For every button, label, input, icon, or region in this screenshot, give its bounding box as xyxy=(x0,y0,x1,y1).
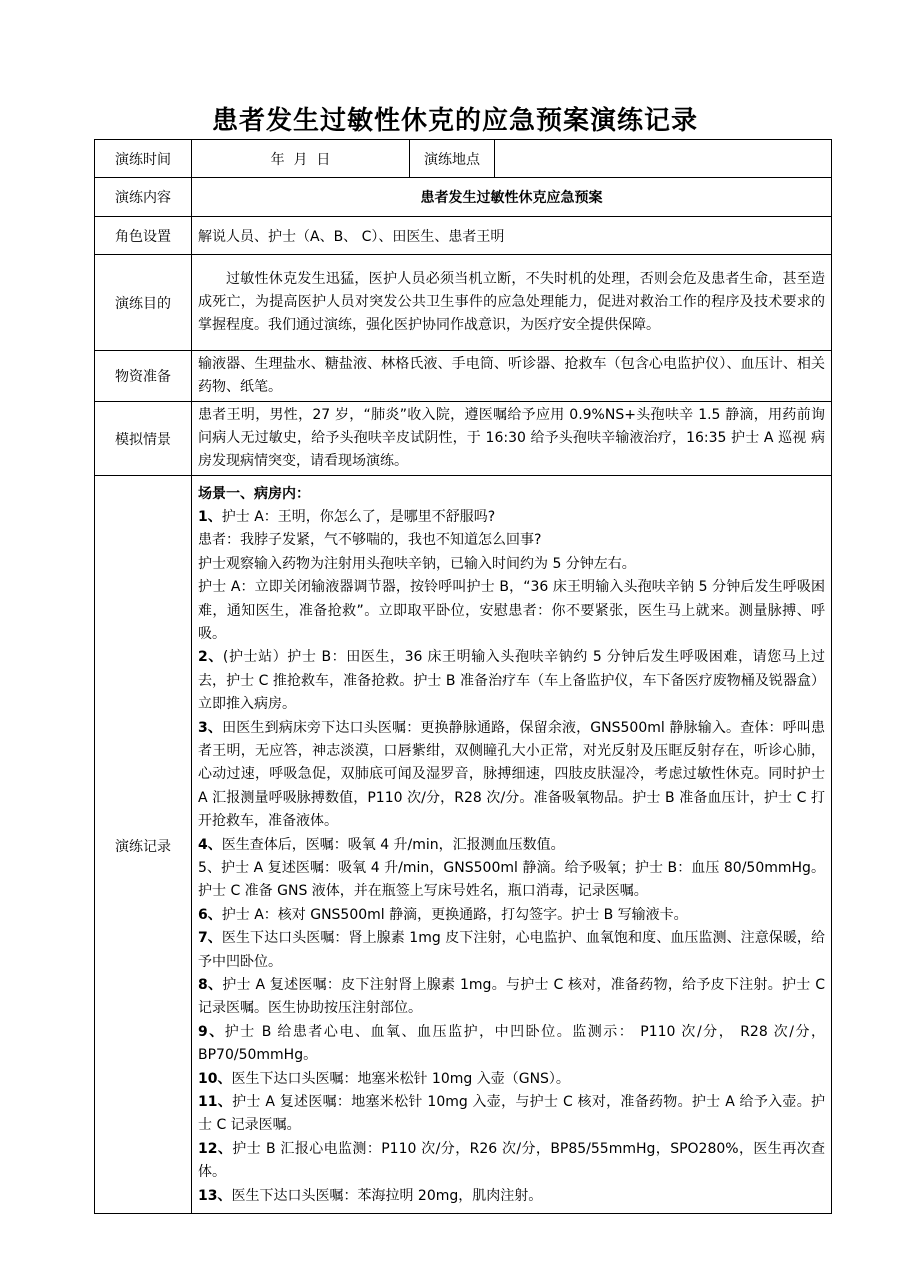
record-item xyxy=(198,553,825,576)
record-item-number: 8、 xyxy=(198,977,223,994)
roles-label: 角色设置 xyxy=(95,217,192,255)
record-item-number: 10、 xyxy=(198,1070,232,1087)
record-item xyxy=(198,904,825,927)
row-roles xyxy=(95,217,832,255)
row-drill-time xyxy=(95,140,832,178)
purpose-label: 演练目的 xyxy=(95,255,192,351)
record-item-text: 患者：我脖子发紧，气不够喘的，我也不知道怎么回事? xyxy=(198,532,542,549)
record-item-number: 4、 xyxy=(198,836,222,853)
record-label: 演练记录 xyxy=(95,476,192,1214)
materials-text: 输液器、生理盐水、糖盐液、林格氏液、手电筒、听诊器、抢救车（包含心电监护仪）、血压计、相关药物、纸笔。 xyxy=(198,356,825,395)
record-item-text: 田医生到病床旁下达口头医嘱：更换静脉通路，保留余液，GNS500ml 静脉输入。查体：呼叫患者王明，无应答，神志淡漠，口唇紫绀，双侧瞳孔大小正常，对光反射及压眶反射存在，听诊心肺，心动过速，呼吸急促，双肺底可闻及湿罗音，脉搏细速，四肢皮肤湿冷，考虑过敏性休克。同时护士 A 汇报测量呼吸脉搏数值，P110 次/分，R28 次/分。准备吸氧物品。护士 B 准备血压计，护士 C 打开抢救车，准备液体。 xyxy=(198,719,826,830)
drill-time-value: 年 月 日 xyxy=(192,140,410,178)
record-item xyxy=(198,529,825,552)
record-item xyxy=(198,1138,825,1185)
record-item xyxy=(198,974,825,1021)
row-materials xyxy=(95,351,832,402)
drill-place-value xyxy=(495,140,832,178)
row-drill-content xyxy=(95,178,832,217)
scene-heading: 场景一、病房内： xyxy=(198,485,310,502)
record-item-number: 6、 xyxy=(198,906,222,923)
scenario-label: 模拟情景 xyxy=(95,402,192,476)
purpose-text: 过敏性休克发生迅猛，医护人员必须当机立断，不失时机的处理，否则会危及患者生命，甚至造成死亡，为提高医护人员对突发公共卫生事件的应急处理能力，促进对救治工作的程序及技术要求的掌握程度。我们通过演练，强化医护协同作战意识，为医疗安全提供保障。 xyxy=(198,271,825,333)
record-item xyxy=(198,1185,825,1208)
row-purpose xyxy=(95,255,832,351)
record-item xyxy=(198,646,825,716)
scenario-text: 患者王明，男性，27 岁，“肺炎”收入院，遵医嘱给予应用 0.9%NS+头孢呋辛 1.5 静滴，用药前询问病人无过敏史，给予头孢呋辛皮试阴性，于 16:30 给予头孢呋辛输液治疗，16:35 护士 A 巡视 病房发现病情突变，请看现场演练。 xyxy=(198,407,825,469)
record-item xyxy=(198,927,825,974)
record-item-text: 护士观察输入药物为注射用头孢呋辛钠，已输入时间约为 5 分钟左右。 xyxy=(198,555,636,572)
record-item-text: 医生下达口头医嘱：肾上腺素 1mg 皮下注射，心电监护、血氧饱和度、血压监测、注意保暖，给予中凹卧位。 xyxy=(198,930,825,970)
record-item-text: 医生下达口头医嘱：地塞米松针 10mg 入壶（GNS）。 xyxy=(231,1070,570,1087)
record-item-number: 13、 xyxy=(198,1187,232,1204)
drill-content-value: 患者发生过敏性休克应急预案 xyxy=(192,178,832,217)
row-record xyxy=(95,476,832,1214)
record-item-text: 护士 B 汇报心电监测：P110 次/分，R26 次/分，BP85/55mmHg，SPO280%，医生再次查体。 xyxy=(198,1140,826,1181)
record-item xyxy=(198,1068,825,1091)
record-item-number: 3、 xyxy=(198,719,223,736)
record-item-number: 11、 xyxy=(198,1094,233,1111)
record-item xyxy=(198,834,825,857)
record-item-text: 护士 B 给患者心电、血氧、血压监护，中凹卧位。监测示： P110 次/分， R28 次/分，BP70/50mmHg。 xyxy=(198,1023,825,1064)
record-item-number: 9、 xyxy=(198,1023,225,1040)
record-item xyxy=(198,1021,825,1068)
record-item-text: 护士 A 复述医嘱：皮下注射肾上腺素 1mg。与护士 C 核对，准备药物，给予皮下注射。护士 C 记录医嘱。医生协助按压注射部位。 xyxy=(198,977,825,1017)
record-item-text: 护士 A：立即关闭输液器调节器，按铃呼叫护士 B，“36 床王明输入头孢呋辛钠 5 分钟后发生呼吸困难，通知医生，准备抢救”。立即取平卧位，安慰患者：你不要紧张，医生马上就来。测量脉搏、呼吸。 xyxy=(198,579,825,642)
row-scenario xyxy=(95,402,832,476)
drill-place-label: 演练地点 xyxy=(410,140,495,178)
record-item xyxy=(198,506,825,529)
record-item xyxy=(198,1091,825,1138)
document-title: 患者发生过敏性休克的应急预案演练记录 xyxy=(211,106,698,136)
record-item xyxy=(198,857,825,904)
record-item-text: 医生查体后，医嘱：吸氧 4 升/min，汇报测血压数值。 xyxy=(221,836,565,853)
record-item xyxy=(198,576,825,646)
record-item-text: 医生下达口头医嘱：苯海拉明 20mg，肌肉注射。 xyxy=(231,1187,543,1204)
roles-value: 解说人员、护士（A、B、 C）、田医生、患者王明 xyxy=(192,217,832,255)
record-list xyxy=(198,506,825,1208)
record-item-text: 护士 A：王明，你怎么了，是哪里不舒服吗? xyxy=(221,508,496,525)
record-item-text: (护士站）护士 B：田医生，36 床王明输入头孢呋辛钠约 5 分钟后发生呼吸困难，请您马上过去，护士 C 推抢救车，准备抢救。护士 B 准备治疗车（车上备监护仪，车下备医疗废物桶及锐器盒）立即推入病房。 xyxy=(198,649,825,713)
record-item-number: 1、 xyxy=(198,508,222,525)
record-item-number: 12、 xyxy=(198,1140,233,1157)
drill-time-label: 演练时间 xyxy=(95,140,192,178)
record-item-number: 7、 xyxy=(198,930,222,947)
record-item-text: 护士 A：核对 GNS500ml 静滴，更换通路，打勾签字。护士 B 写输液卡。 xyxy=(221,906,688,923)
drill-content-label: 演练内容 xyxy=(95,178,192,217)
record-item-number: 2、 xyxy=(198,649,223,666)
materials-label: 物资准备 xyxy=(95,351,192,402)
record-item-text: 5、护士 A 复述医嘱：吸氧 4 升/min，GNS500ml 静滴。给予吸氧；护士 B：血压 80/50mmHg。护士 C 准备 GNS 液体，并在瓶签上写床号姓名，瓶口消毒，记录医嘱。 xyxy=(198,860,825,900)
record-item xyxy=(198,717,825,834)
drill-record-table xyxy=(94,139,832,1214)
record-item-text: 护士 A 复述医嘱：地塞米松针 10mg 入壶，与护士 C 核对，准备药物。护士 A 给予入壶。护士 C 记录医嘱。 xyxy=(198,1094,825,1134)
